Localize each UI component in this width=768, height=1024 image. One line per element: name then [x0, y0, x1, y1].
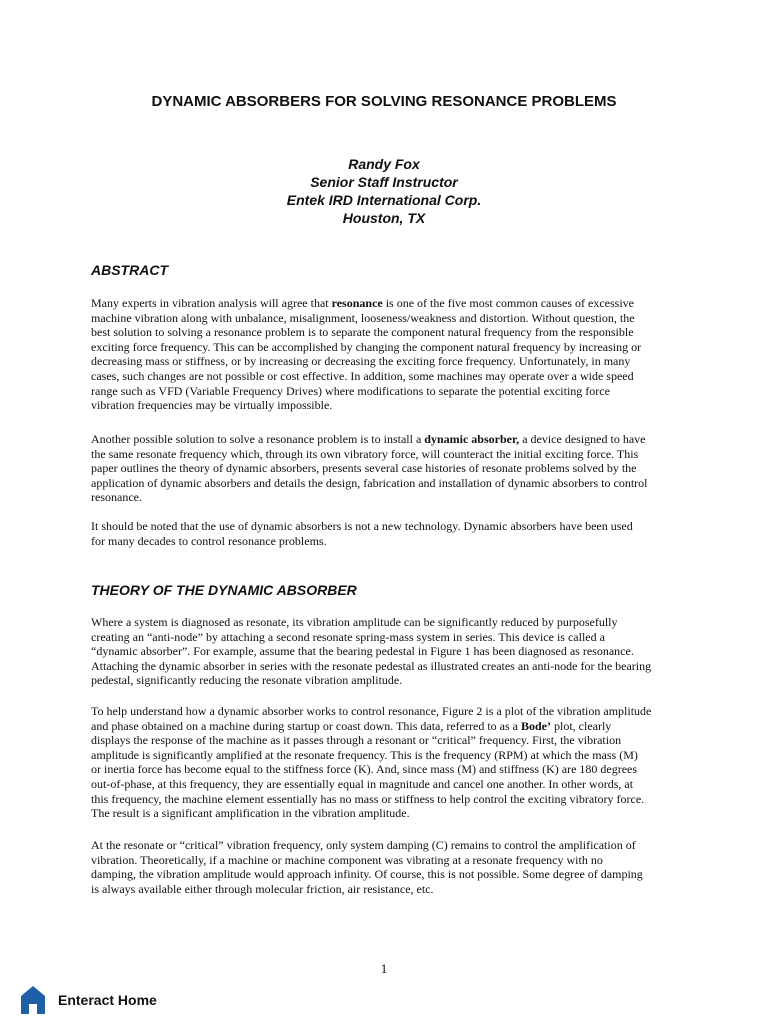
text-line: damping, the vibration amplitude would approach infinity. Of course, this is not possible. Some degree of damping	[91, 867, 643, 882]
text-line: The result is a significant amplification in the vibration amplitude.	[91, 806, 410, 821]
abstract-paragraph-1	[91, 296, 681, 413]
enteract-home-link[interactable]	[20, 985, 157, 1015]
enteract-home-label: Enteract Home	[58, 992, 157, 1008]
text-line: To help understand how a dynamic absorber works to control resonance, Figure 2 is a plot of the vibration amplitude	[91, 704, 652, 718]
document-title: DYNAMIC ABSORBERS FOR SOLVING RESONANCE PROBLEMS	[151, 93, 617, 110]
abstract-paragraph-3	[91, 519, 681, 548]
house-icon	[20, 985, 46, 1015]
bold-term: Bode’	[520, 718, 551, 733]
author-location: Houston, TX	[342, 210, 426, 226]
text-line: Another possible solution to solve a resonance problem is to install a dynamic absorber, a device designed to have	[91, 432, 646, 446]
text-line: the same resonate frequency which, through its own vibratory force, will counteract the initial exciting force. This	[91, 446, 639, 461]
text-line: At the resonate or “critical” vibration frequency, only system damping (C) remains to control the amplification of	[91, 838, 636, 852]
abstract-heading: ABSTRACT	[91, 262, 168, 278]
bold-term: resonance	[331, 296, 383, 310]
theory-heading: THEORY OF THE DYNAMIC ABSORBER	[91, 582, 357, 598]
author-company: Entek IRD International Corp.	[286, 192, 482, 208]
text-line: application of dynamic absorbers and details the design, fabrication and installation of dynamic absorbers to control	[91, 475, 648, 490]
text-line: “dynamic absorber”. For example, assume that the bearing pedestal in Figure 1 has been diagnosed as resonance.	[91, 644, 634, 659]
text-line: It should be noted that the use of dynamic absorbers is not a new technology. Dynamic absorbers have been used	[91, 519, 633, 533]
text-line: amplitude is significantly amplified at the resonate frequency. This is the frequency (RPM) at which the mass (M)	[91, 747, 638, 762]
page-number: 1	[380, 961, 388, 976]
text-line: cases, such changes are not possible or cost effective. In addition, some machines may operate over a wide speed	[91, 368, 634, 383]
author-name: Randy Fox	[348, 156, 420, 172]
text-line: vibration frequencies may be virtually impossible.	[91, 398, 333, 413]
theory-paragraph-3	[91, 838, 681, 896]
text-line: machine vibration along with unbalance, misalignment, looseness/weakness and distortion. Without question, the	[91, 310, 635, 325]
text-line: out-of-phase, at this frequency, they are essentially equal in magnitude and cancel one another. In other words, at	[91, 776, 634, 791]
text-line: resonance.	[91, 490, 142, 505]
text-line: or inertia force has become equal to the stiffness force (K). And, since mass (M) and stiffness (K) are 180 degrees	[91, 762, 638, 777]
text-line: displays the response of the machine as it passes through a resonant or “critical” frequency. First, the vibration	[91, 733, 622, 748]
text-line: pedestal, significantly reducing the resonate vibration amplitude.	[91, 673, 403, 688]
theory-paragraph-2	[91, 704, 681, 821]
text-line: is always available either through molecular friction, air resistance, etc.	[91, 881, 434, 896]
text-line: decreasing mass or stiffness, or by increasing or decreasing the exciting force frequency. Unfortunately, in many	[91, 354, 631, 369]
text-line: for many decades to control resonance problems.	[91, 533, 327, 548]
author-block	[0, 155, 768, 227]
bold-term: dynamic absorber,	[424, 432, 520, 446]
text-line: Many experts in vibration analysis will agree that resonance is one of the five most common causes of excessive	[91, 296, 634, 310]
text-line: creating an “anti-node” by attaching a second resonate spring-mass system in series. This device is called a	[91, 629, 605, 644]
text-line: paper outlines the theory of dynamic absorbers, presents several case histories of resonate problems solved by the	[91, 461, 637, 476]
text-line: exciting force frequency. This can be accomplished by changing the component natural frequency by increasing or	[91, 339, 642, 354]
theory-paragraph-1	[91, 615, 681, 688]
author-position: Senior Staff Instructor	[310, 174, 458, 190]
text-line: this frequency, the machine element essentially has no mass or stiffness to help control the exciting vibratory force.	[91, 791, 645, 806]
abstract-paragraph-2	[91, 432, 681, 505]
text-line: Attaching the dynamic absorber in series with the resonate pedestal as illustrated creates an anti-node for the bearing	[91, 658, 652, 673]
text-line: vibration. Theoretically, if a machine or machine component was vibrating at a resonate frequency with no	[91, 852, 603, 867]
text-line: Where a system is diagnosed as resonate, its vibration amplitude can be significantly reduced by purposefully	[91, 615, 618, 629]
text-line: best solution to solving a resonance problem is to separate the component natural frequency from the responsible	[91, 325, 634, 340]
text-line: and phase obtained on a machine during startup or coast down. This data, referred to as a Bode’ plot, clearly	[91, 718, 612, 733]
text-line: range such as VFD (Variable Frequency Drives) where modifications to separate the potential exciting force	[91, 383, 610, 398]
